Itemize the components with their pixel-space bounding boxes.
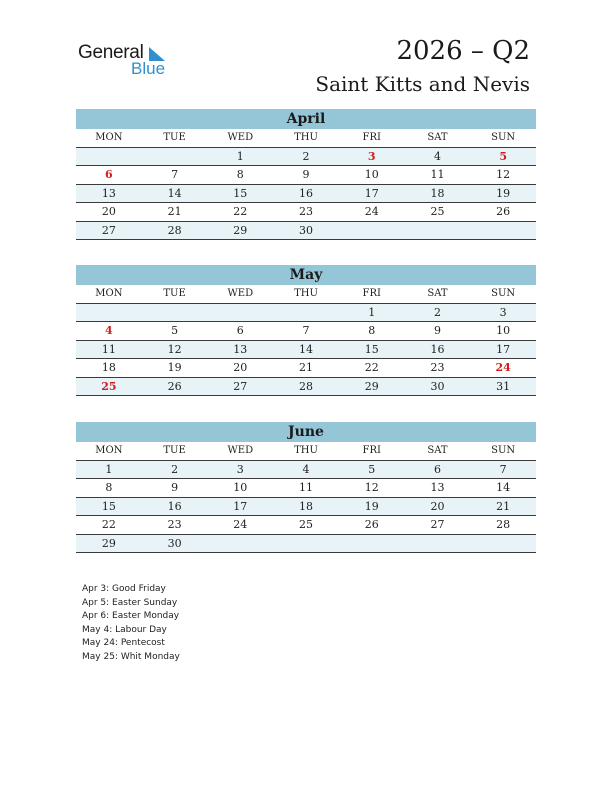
day-cell: 28	[167, 223, 182, 237]
day-cell: 5	[171, 324, 179, 337]
day-cell	[405, 535, 471, 553]
weekday-label: TUE	[163, 132, 186, 143]
day-cell: 4	[433, 149, 441, 163]
day-cell: 28	[299, 379, 314, 393]
month-title: June	[76, 422, 536, 442]
weekday-label: SAT	[427, 288, 448, 299]
day-cell: 24	[233, 518, 248, 531]
day-cell: 7	[499, 462, 507, 476]
weekday-label: SUN	[491, 445, 516, 456]
weekday-header-row	[76, 285, 536, 304]
logo-general-text: General	[78, 42, 144, 63]
weekday-header-row	[76, 442, 536, 461]
day-cell: 8	[236, 168, 244, 181]
holiday-day-cell: 25	[101, 379, 117, 393]
day-cell: 30	[430, 379, 445, 393]
day-cell: 29	[364, 379, 379, 393]
week-row	[76, 222, 536, 241]
day-cell: 15	[233, 186, 248, 200]
day-cell: 6	[433, 462, 441, 476]
weekday-label: MON	[95, 132, 123, 143]
holiday-item: May 4: Labour Day	[82, 624, 167, 635]
day-cell	[470, 535, 536, 553]
day-cell: 11	[299, 481, 314, 494]
logo	[78, 42, 178, 78]
holiday-item: May 24: Pentecost	[82, 638, 165, 648]
day-cell	[273, 535, 339, 553]
day-cell: 16	[299, 186, 314, 200]
day-cell	[207, 304, 273, 322]
holiday-item: Apr 5: Easter Sunday	[82, 597, 178, 608]
day-cell: 21	[167, 205, 182, 218]
day-cell: 19	[496, 186, 511, 200]
country-name: Saint Kitts and Nevis	[315, 72, 530, 96]
weekday-label: THU	[294, 132, 318, 143]
day-cell: 3	[236, 462, 244, 476]
day-cell: 9	[171, 481, 179, 494]
day-cell: 17	[496, 342, 511, 356]
weekday-label: TUE	[163, 445, 186, 456]
weekday-label: THU	[294, 288, 318, 299]
month-may	[76, 265, 536, 396]
day-cell: 25	[299, 518, 314, 531]
weekday-label: WED	[227, 445, 254, 456]
day-cell: 17	[233, 499, 248, 513]
day-cell: 1	[105, 462, 113, 476]
day-cell: 16	[167, 499, 182, 513]
day-cell: 27	[101, 223, 116, 237]
day-cell: 13	[430, 481, 445, 494]
day-cell: 1	[236, 149, 244, 163]
day-cell: 21	[496, 499, 511, 513]
month-june	[76, 422, 536, 553]
week-row	[76, 166, 536, 185]
week-row	[76, 479, 536, 498]
day-cell: 28	[496, 518, 511, 531]
day-cell: 31	[496, 379, 511, 393]
day-cell: 10	[233, 481, 248, 494]
day-cell: 27	[430, 518, 445, 531]
weekday-label: SAT	[427, 132, 448, 143]
day-cell: 19	[364, 499, 379, 513]
day-cell: 23	[299, 205, 314, 218]
weekday-header-row	[76, 129, 536, 148]
day-cell: 29	[233, 223, 248, 237]
day-cell: 9	[302, 168, 310, 181]
weekday-label: MON	[95, 445, 123, 456]
day-cell: 7	[302, 324, 310, 337]
weekday-label: WED	[227, 132, 254, 143]
weekday-label: MON	[95, 288, 123, 299]
day-cell: 20	[233, 361, 248, 374]
day-cell: 25	[430, 205, 445, 218]
month-april	[76, 109, 536, 240]
logo-blue-text: Blue	[131, 59, 166, 78]
day-cell	[142, 304, 208, 322]
holiday-item: Apr 3: Good Friday	[82, 584, 166, 594]
day-cell: 3	[499, 305, 507, 319]
day-cell	[470, 222, 536, 240]
weekday-label: SUN	[491, 288, 516, 299]
day-cell: 26	[496, 205, 511, 218]
week-row	[76, 203, 536, 222]
weekday-label: SAT	[427, 445, 448, 456]
day-cell: 22	[101, 518, 116, 531]
day-cell	[142, 148, 208, 166]
holiday-day-cell: 6	[105, 168, 113, 181]
day-cell: 26	[364, 518, 379, 531]
day-cell: 12	[364, 481, 379, 494]
holiday-day-cell: 3	[367, 149, 376, 163]
week-row	[76, 359, 536, 378]
week-row	[76, 341, 536, 360]
day-cell: 17	[364, 186, 379, 200]
day-cell: 13	[101, 186, 116, 200]
week-row	[76, 378, 536, 397]
day-cell	[76, 148, 142, 166]
week-row	[76, 516, 536, 535]
day-cell: 14	[167, 186, 182, 200]
week-row	[76, 304, 536, 323]
day-cell: 8	[368, 324, 376, 337]
weekday-label: THU	[294, 445, 318, 456]
day-cell: 14	[496, 481, 511, 494]
week-row	[76, 185, 536, 204]
weekday-label: FRI	[362, 445, 381, 456]
weekday-label: WED	[227, 288, 254, 299]
day-cell: 6	[236, 324, 244, 337]
weekday-label: TUE	[163, 288, 186, 299]
day-cell	[207, 535, 273, 553]
day-cell: 26	[167, 379, 182, 393]
day-cell: 19	[167, 361, 182, 374]
day-cell: 11	[101, 342, 116, 356]
holiday-day-cell: 5	[499, 149, 507, 163]
day-cell: 22	[233, 205, 248, 218]
day-cell	[405, 222, 471, 240]
day-cell: 15	[101, 499, 116, 513]
day-cell: 20	[430, 499, 445, 513]
week-row	[76, 461, 536, 480]
day-cell: 15	[364, 342, 379, 356]
day-cell: 29	[101, 536, 116, 550]
day-cell: 5	[368, 462, 376, 476]
week-row	[76, 498, 536, 517]
month-title: April	[76, 109, 536, 129]
day-cell: 22	[364, 361, 379, 374]
day-cell	[273, 304, 339, 322]
day-cell: 12	[496, 168, 511, 181]
day-cell: 1	[368, 305, 376, 319]
day-cell	[339, 222, 405, 240]
day-cell	[76, 304, 142, 322]
weekday-label: FRI	[362, 288, 381, 299]
week-row	[76, 535, 536, 554]
weekday-label: SUN	[491, 132, 516, 143]
day-cell	[339, 535, 405, 553]
day-cell: 20	[101, 205, 116, 218]
day-cell: 23	[430, 361, 445, 374]
day-cell: 9	[433, 324, 441, 337]
holiday-item: May 25: Whit Monday	[82, 651, 180, 662]
day-cell: 12	[167, 342, 182, 356]
day-cell: 27	[233, 379, 248, 393]
day-cell: 2	[433, 305, 441, 319]
day-cell: 30	[167, 536, 182, 550]
day-cell: 16	[430, 342, 445, 356]
holiday-day-cell: 24	[495, 361, 511, 374]
holiday-day-cell: 4	[105, 324, 113, 337]
day-cell: 13	[233, 342, 248, 356]
day-cell: 21	[299, 361, 314, 374]
page-title: 2026 – Q2	[396, 36, 530, 66]
day-cell: 11	[430, 168, 445, 181]
week-row	[76, 148, 536, 167]
day-cell: 23	[167, 518, 182, 531]
day-cell: 8	[105, 481, 113, 494]
day-cell: 30	[299, 223, 314, 237]
day-cell: 18	[101, 361, 116, 374]
week-row	[76, 322, 536, 341]
day-cell: 2	[302, 149, 310, 163]
day-cell: 18	[430, 186, 445, 200]
day-cell: 24	[364, 205, 379, 218]
day-cell: 14	[299, 342, 314, 356]
holiday-list	[82, 583, 180, 664]
day-cell: 4	[302, 462, 310, 476]
day-cell: 10	[496, 324, 511, 337]
day-cell: 18	[299, 499, 314, 513]
holiday-item: Apr 6: Easter Monday	[82, 611, 180, 621]
month-title: May	[76, 265, 536, 285]
day-cell: 7	[171, 168, 179, 181]
day-cell: 2	[171, 462, 179, 476]
day-cell: 10	[364, 168, 379, 181]
weekday-label: FRI	[362, 132, 381, 143]
